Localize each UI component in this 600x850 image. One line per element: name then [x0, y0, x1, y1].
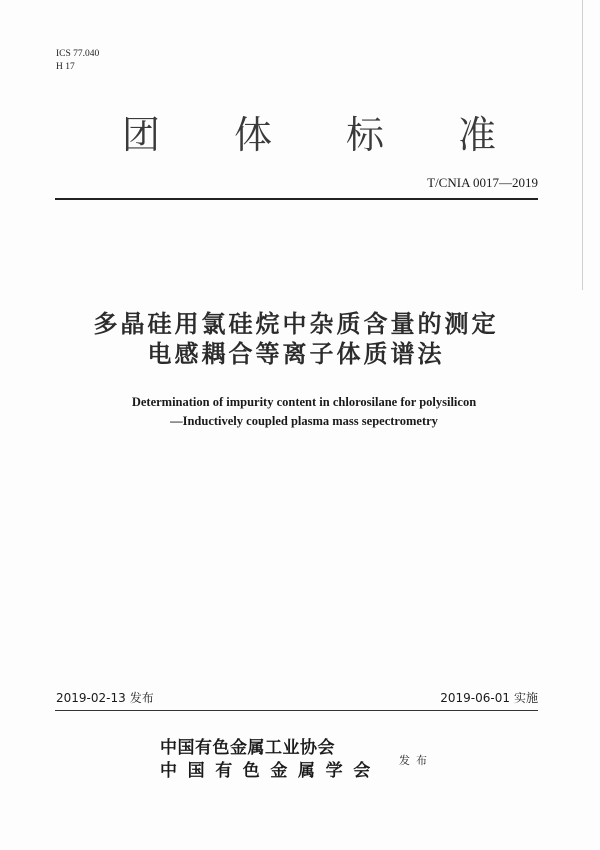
implementation-date-label: 实施	[513, 691, 538, 705]
implementation-date	[440, 690, 538, 706]
document-type-char: 体	[233, 113, 272, 157]
english-title-line-1: Determination of impurity content in chlorosilane for polysilicon	[131, 395, 477, 409]
publishers	[160, 737, 381, 783]
publisher-1: 中国有色金属工业协会	[160, 738, 335, 758]
document-type-char: 标	[345, 113, 384, 157]
ics-code: ICS 77.040	[56, 49, 100, 59]
classification-codes	[56, 48, 99, 74]
issue-date-label: 发布	[129, 691, 154, 705]
header-divider	[55, 198, 538, 200]
date-divider	[55, 710, 538, 711]
issue-date	[56, 690, 154, 706]
document-type-char: 准	[457, 113, 496, 157]
document-type-char: 团	[121, 113, 160, 157]
scan-artifact-line	[582, 0, 583, 290]
publish-label: 发布	[399, 754, 433, 767]
standard-number: T/CNIA 0017—2019	[427, 175, 538, 190]
issue-date-value: 2019-02-13	[56, 691, 126, 705]
ccs-code: H 17	[56, 62, 75, 72]
chinese-title-line-1: 多晶硅用氯硅烷中杂质含量的测定	[93, 310, 499, 338]
chinese-title-line-2: 电感耦合等离子体质谱法	[147, 340, 445, 368]
publisher-2: 中国有色金属学会	[160, 761, 381, 781]
implementation-date-value: 2019-06-01	[440, 691, 510, 705]
document-type-heading	[104, 110, 514, 160]
english-title-line-2: —Inductively coupled plasma mass sepectrometry	[170, 414, 438, 428]
